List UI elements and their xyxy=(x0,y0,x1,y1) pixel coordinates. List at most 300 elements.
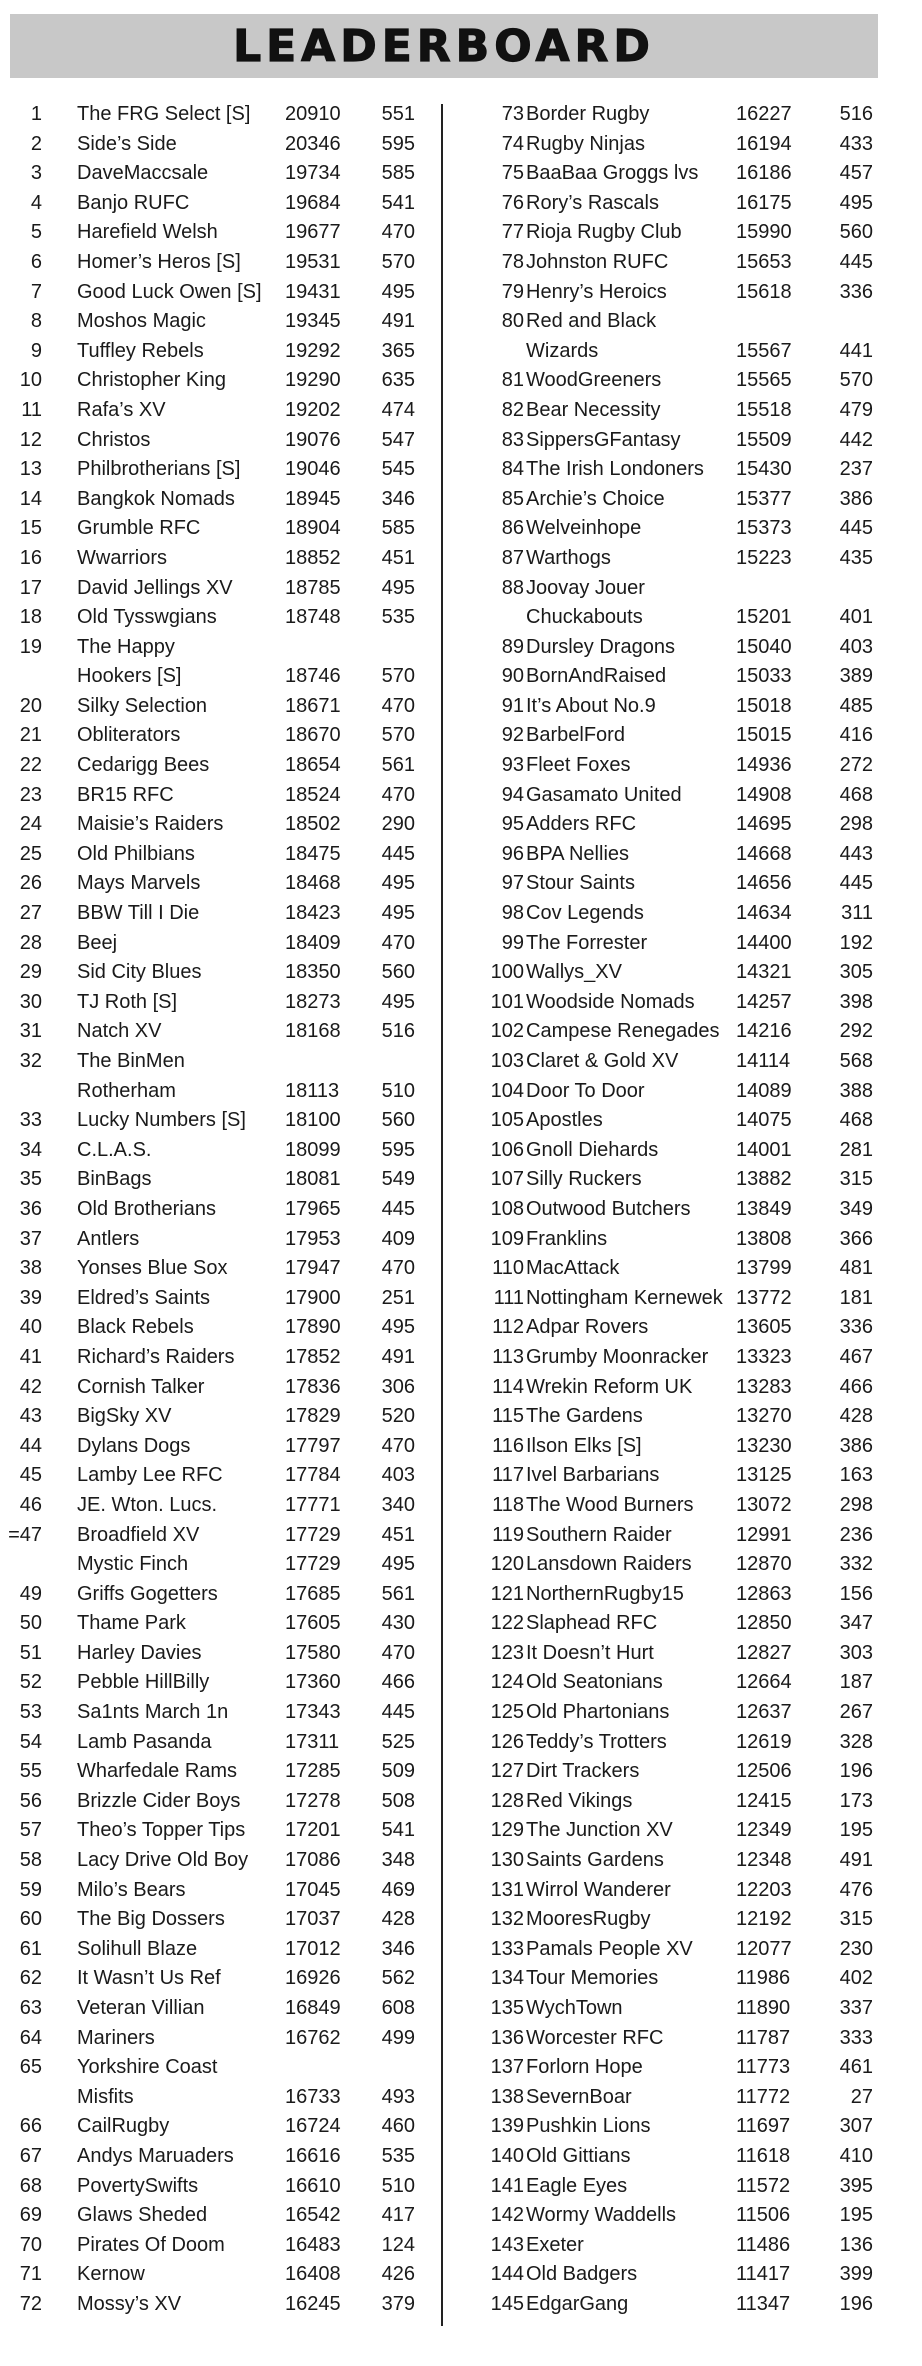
entry-team-name: BPA Nellies xyxy=(526,842,630,865)
entry-week-score: 451 xyxy=(381,1523,415,1546)
entry-team-name: Black Rebels xyxy=(77,1316,194,1339)
entry-week-score: 457 xyxy=(839,162,873,185)
entry-week-score: 460 xyxy=(381,2115,415,2138)
entry-week-score: 495 xyxy=(381,1553,415,1576)
leaderboard-row xyxy=(0,396,440,426)
entry-team-name: DaveMaccsale xyxy=(77,162,209,185)
entry-rank: 141 xyxy=(490,2174,524,2197)
entry-rank: 41 xyxy=(19,1345,42,1368)
entry-week-score: 479 xyxy=(839,398,873,421)
entry-rank: 20 xyxy=(19,694,42,717)
entry-team-name: Wormy Waddells xyxy=(526,2204,677,2227)
leaderboard-row xyxy=(446,1757,886,1787)
entry-total-score: 13283 xyxy=(736,1375,792,1398)
entry-rank: 22 xyxy=(19,754,42,777)
entry-rank: 95 xyxy=(501,813,524,836)
entry-total-score: 14257 xyxy=(736,990,792,1013)
leaderboard-row xyxy=(446,337,886,367)
entry-rank: 5 xyxy=(30,221,42,244)
entry-week-score: 236 xyxy=(839,1523,873,1546)
entry-total-score: 17311 xyxy=(285,1730,340,1753)
entry-total-score: 16542 xyxy=(285,2204,341,2227)
entry-rank: 9 xyxy=(30,339,42,362)
entry-week-score: 346 xyxy=(381,487,415,510)
entry-rank: 143 xyxy=(490,2233,524,2256)
entry-rank: 138 xyxy=(490,2085,524,2108)
leaderboard-title: LEADERBOARD xyxy=(233,20,655,72)
leaderboard-row xyxy=(446,2231,886,2261)
entry-total-score: 18748 xyxy=(285,606,341,629)
entry-rank: 42 xyxy=(19,1375,42,1398)
entry-week-score: 461 xyxy=(839,2056,873,2079)
entry-rank: 134 xyxy=(490,1967,524,1990)
entry-total-score: 18654 xyxy=(285,754,341,777)
entry-team-name: Teddy’s Trotters xyxy=(526,1730,667,1753)
entry-week-score: 585 xyxy=(381,517,415,540)
entry-week-score: 315 xyxy=(839,1168,873,1191)
entry-total-score: 15990 xyxy=(736,221,792,244)
entry-week-score: 443 xyxy=(839,842,873,865)
entry-total-score: 16483 xyxy=(285,2233,341,2256)
leaderboard-row xyxy=(0,1609,440,1639)
leaderboard-row xyxy=(0,721,440,751)
entry-total-score: 19345 xyxy=(285,310,341,333)
entry-week-score: 608 xyxy=(381,1997,415,2019)
entry-rank: 85 xyxy=(501,487,524,510)
entry-rank: 1 xyxy=(30,103,42,125)
entry-team-name: Cornish Talker xyxy=(77,1375,205,1398)
entry-team-name: Warthogs xyxy=(526,546,611,569)
entry-total-score: 17343 xyxy=(285,1701,341,1724)
entry-team-name: Pirates Of Doom xyxy=(77,2233,225,2256)
entry-week-score: 435 xyxy=(839,546,873,569)
entry-week-score: 347 xyxy=(839,1612,873,1635)
leaderboard-row xyxy=(446,396,886,426)
entry-rank: 124 xyxy=(490,1671,524,1694)
entry-total-score: 18524 xyxy=(285,783,341,806)
entry-week-score: 163 xyxy=(839,1464,873,1487)
entry-total-score: 14400 xyxy=(736,931,792,954)
entry-total-score: 17784 xyxy=(285,1464,341,1487)
entry-week-score: 516 xyxy=(839,103,873,125)
entry-team-name: WoodGreeners xyxy=(526,369,662,392)
entry-team-name: Sa1nts March 1n xyxy=(77,1701,229,1724)
entry-rank: 103 xyxy=(490,1050,524,1072)
entry-week-score: 409 xyxy=(381,1227,415,1250)
entry-week-score: 470 xyxy=(381,783,415,806)
entry-week-score: 386 xyxy=(839,487,873,510)
entry-rank: 28 xyxy=(19,931,42,954)
leaderboard-row xyxy=(0,2260,440,2290)
leaderboard-row xyxy=(0,899,440,929)
entry-total-score: 19684 xyxy=(285,191,341,214)
entry-week-score: 509 xyxy=(381,1760,415,1783)
leaderboard-row xyxy=(446,1077,886,1107)
entry-total-score: 19677 xyxy=(285,221,341,244)
entry-rank: 72 xyxy=(19,2292,42,2315)
entry-total-score: 15430 xyxy=(736,458,792,481)
entry-rank: 10 xyxy=(19,369,42,392)
entry-total-score: 15509 xyxy=(736,428,792,451)
entry-team-name: Dursley Dragons xyxy=(526,635,675,658)
entry-team-name: The BinMen xyxy=(77,1050,185,1072)
entry-rank: 68 xyxy=(19,2174,42,2197)
entry-team-name: Rory’s Rascals xyxy=(526,191,659,214)
entry-week-score: 445 xyxy=(839,250,873,273)
leaderboard-row xyxy=(446,1047,886,1077)
leaderboard-row xyxy=(446,1698,886,1728)
entry-week-score: 306 xyxy=(381,1375,415,1398)
entry-total-score: 19292 xyxy=(285,339,341,362)
entry-team-name: Gasamato United xyxy=(526,783,682,806)
entry-rank: 92 xyxy=(501,724,524,747)
entry-rank: 93 xyxy=(501,754,524,777)
entry-team-name: Slaphead RFC xyxy=(526,1612,658,1635)
entry-team-name: Old Badgers xyxy=(526,2263,638,2286)
entry-total-score: 12637 xyxy=(736,1701,792,1724)
entry-team-name: The Irish Londoners xyxy=(526,458,704,481)
entry-team-name: SippersGFantasy xyxy=(526,428,681,451)
entry-week-score: 386 xyxy=(839,1434,873,1457)
entry-total-score: 12664 xyxy=(736,1671,792,1694)
entry-team-name: David Jellings XV xyxy=(77,576,233,599)
entry-team-name: Richard’s Raiders xyxy=(77,1345,235,1368)
entry-total-score: 12863 xyxy=(736,1582,792,1605)
entry-week-score: 468 xyxy=(839,1109,873,1132)
entry-week-score: 469 xyxy=(381,1878,415,1901)
entry-rank: 100 xyxy=(490,961,524,984)
leaderboard-row xyxy=(0,1461,440,1491)
entry-team-name: Exeter xyxy=(526,2233,584,2256)
leaderboard-row xyxy=(446,2172,886,2202)
entry-total-score: 17829 xyxy=(285,1405,341,1428)
entry-rank: 15 xyxy=(19,517,42,540)
entry-rank: 31 xyxy=(19,1020,42,1043)
leaderboard-row xyxy=(446,130,886,160)
leaderboard-row xyxy=(446,307,886,337)
leaderboard-row xyxy=(0,1816,440,1846)
leaderboard-row xyxy=(446,1639,886,1669)
entry-rank: 21 xyxy=(19,724,42,747)
entry-week-score: 290 xyxy=(381,813,415,836)
entry-rank: 94 xyxy=(501,783,524,806)
entry-week-score: 525 xyxy=(381,1730,415,1753)
entry-team-name: Rotherham xyxy=(77,1079,176,1102)
leaderboard-row xyxy=(0,337,440,367)
entry-team-name: Border Rugby xyxy=(526,103,650,125)
leaderboard-row xyxy=(446,278,886,308)
entry-total-score: 15565 xyxy=(736,369,792,392)
leaderboard-row xyxy=(0,218,440,248)
entry-team-name: BigSky XV xyxy=(77,1405,172,1428)
entry-rank: 133 xyxy=(490,1937,524,1960)
entry-rank: 88 xyxy=(501,576,524,599)
entry-rank: 64 xyxy=(19,2026,42,2049)
entry-team-name: Banjo RUFC xyxy=(77,191,190,214)
entry-total-score: 14216 xyxy=(736,1020,792,1043)
entry-week-score: 491 xyxy=(381,1345,415,1368)
entry-rank: 82 xyxy=(501,398,524,421)
entry-team-name: Hookers [S] xyxy=(77,665,182,688)
entry-team-name: Campese Renegades xyxy=(526,1020,720,1043)
entry-week-score: 187 xyxy=(839,1671,873,1694)
entry-rank: 78 xyxy=(501,250,524,273)
entry-total-score: 17729 xyxy=(285,1523,341,1546)
entry-week-score: 495 xyxy=(381,990,415,1013)
entry-team-name: Adpar Rovers xyxy=(526,1316,649,1339)
leaderboard-row xyxy=(446,485,886,515)
entry-team-name: It Wasn’t Us Ref xyxy=(77,1967,221,1990)
entry-rank: 101 xyxy=(490,990,524,1013)
entry-rank: 6 xyxy=(30,250,42,273)
entry-week-score: 398 xyxy=(839,990,873,1013)
entry-rank: 125 xyxy=(490,1701,524,1724)
entry-week-score: 230 xyxy=(839,1937,873,1960)
entry-total-score: 17836 xyxy=(285,1375,341,1398)
entry-week-score: 195 xyxy=(839,2204,873,2227)
entry-week-score: 336 xyxy=(839,280,873,303)
leaderboard-row xyxy=(0,1787,440,1817)
entry-rank: 111 xyxy=(493,1286,524,1309)
entry-team-name: Wharfedale Rams xyxy=(77,1760,238,1783)
leaderboard-row xyxy=(0,2024,440,2054)
leaderboard-row xyxy=(0,248,440,278)
entry-week-score: 547 xyxy=(381,428,415,451)
entry-week-score: 570 xyxy=(381,250,415,273)
entry-week-score: 251 xyxy=(381,1286,415,1309)
entry-team-name: Lacy Drive Old Boy xyxy=(77,1849,249,1872)
entry-week-score: 124 xyxy=(381,2233,415,2256)
entry-week-score: 401 xyxy=(839,606,873,629)
entry-total-score: 17685 xyxy=(285,1582,341,1605)
leaderboard-row xyxy=(0,810,440,840)
leaderboard-row xyxy=(0,1728,440,1758)
entry-rank: 139 xyxy=(490,2115,524,2138)
leaderboard-row xyxy=(0,1491,440,1521)
entry-team-name: Lamby Lee RFC xyxy=(77,1464,223,1487)
entry-total-score: 12850 xyxy=(736,1612,792,1635)
entry-team-name: The Gardens xyxy=(526,1405,643,1428)
entry-rank: 140 xyxy=(490,2144,524,2167)
leaderboard-row xyxy=(0,1550,440,1580)
entry-week-score: 470 xyxy=(381,694,415,717)
leaderboard-row xyxy=(446,1461,886,1491)
entry-team-name: Homer’s Heros [S] xyxy=(77,250,241,273)
leaderboard-row xyxy=(0,1284,440,1314)
leaderboard-row xyxy=(446,1964,886,1994)
entry-rank: 109 xyxy=(490,1227,524,1250)
leaderboard-row xyxy=(0,2172,440,2202)
entry-rank: 32 xyxy=(19,1050,42,1072)
entry-week-score: 388 xyxy=(839,1079,873,1102)
entry-week-score: 516 xyxy=(381,1020,415,1043)
leaderboard-row xyxy=(0,633,440,663)
leaderboard-row xyxy=(446,544,886,574)
entry-total-score: 12348 xyxy=(736,1849,792,1872)
entry-team-name: Fleet Foxes xyxy=(526,754,631,777)
entry-total-score: 12506 xyxy=(736,1760,792,1783)
entry-rank: 2 xyxy=(30,132,42,155)
entry-rank: 16 xyxy=(19,546,42,569)
entry-team-name: Mariners xyxy=(77,2026,155,2049)
entry-week-score: 328 xyxy=(839,1730,873,1753)
leaderboard-row xyxy=(0,307,440,337)
entry-total-score: 16186 xyxy=(736,162,792,185)
entry-team-name: Glaws Sheded xyxy=(77,2204,208,2227)
leaderboard-row xyxy=(446,1521,886,1551)
entry-rank: 115 xyxy=(492,1405,524,1428)
entry-rank: 89 xyxy=(501,635,524,658)
leaderboard-row xyxy=(0,455,440,485)
entry-week-score: 426 xyxy=(381,2263,415,2286)
entry-rank: 52 xyxy=(19,1671,42,1694)
entry-team-name: Ivel Barbarians xyxy=(526,1464,660,1487)
entry-week-score: 337 xyxy=(839,1997,873,2019)
leaderboard-row xyxy=(0,988,440,1018)
entry-week-score: 298 xyxy=(839,813,873,836)
entry-rank: 35 xyxy=(19,1168,42,1191)
entry-week-score: 332 xyxy=(839,1553,873,1576)
leaderboard-row xyxy=(0,485,440,515)
entry-week-score: 560 xyxy=(839,221,873,244)
entry-team-name: Welveinhope xyxy=(526,517,642,540)
leaderboard-row xyxy=(446,840,886,870)
entry-total-score: 11417 xyxy=(736,2263,791,2286)
entry-week-score: 493 xyxy=(381,2085,415,2108)
entry-total-score: 17729 xyxy=(285,1553,341,1576)
entry-rank: 44 xyxy=(19,1434,42,1457)
entry-team-name: Theo’s Topper Tips xyxy=(77,1819,246,1842)
leaderboard-row xyxy=(0,278,440,308)
leaderboard-row xyxy=(0,1964,440,1994)
entry-rank: 29 xyxy=(19,961,42,984)
entry-total-score: 17360 xyxy=(285,1671,341,1694)
entry-rank: 75 xyxy=(501,162,524,185)
entry-team-name: Bear Necessity xyxy=(526,398,661,421)
entry-team-name: Cedarigg Bees xyxy=(77,754,210,777)
entry-total-score: 11486 xyxy=(736,2233,791,2256)
leaderboard-row xyxy=(446,1994,886,2024)
entry-team-name: Dylans Dogs xyxy=(77,1434,191,1457)
entry-total-score: 16849 xyxy=(285,1997,341,2019)
entry-team-name: Old Philbians xyxy=(77,842,195,865)
entry-total-score: 15040 xyxy=(736,635,792,658)
entry-week-score: 510 xyxy=(381,2174,415,2197)
leaderboard-row xyxy=(0,1935,440,1965)
entry-week-score: 402 xyxy=(839,1967,873,1990)
entry-rank: 110 xyxy=(492,1257,524,1280)
entry-week-score: 570 xyxy=(381,724,415,747)
entry-total-score: 13270 xyxy=(736,1405,792,1428)
leaderboard-row xyxy=(0,692,440,722)
entry-rank: 36 xyxy=(19,1197,42,1220)
leaderboard-row xyxy=(0,1077,440,1107)
leaderboard-row xyxy=(0,544,440,574)
entry-rank: 99 xyxy=(501,931,524,954)
leaderboard-row xyxy=(446,1550,886,1580)
entry-week-score: 366 xyxy=(839,1227,873,1250)
entry-total-score: 12991 xyxy=(736,1523,792,1546)
entry-team-name: Silky Selection xyxy=(77,694,208,717)
entry-week-score: 433 xyxy=(839,132,873,155)
entry-team-name: Andys Maruaders xyxy=(77,2144,234,2167)
leaderboard-row xyxy=(0,1432,440,1462)
leaderboard-row xyxy=(0,1521,440,1551)
entry-rank: 4 xyxy=(30,191,42,214)
entry-rank: 128 xyxy=(490,1789,524,1812)
entry-team-name: Mossy’s XV xyxy=(77,2292,182,2315)
entry-rank: 77 xyxy=(501,221,524,244)
entry-team-name: Archie’s Choice xyxy=(526,487,665,510)
entry-rank: 12 xyxy=(19,428,42,451)
entry-total-score: 17012 xyxy=(285,1937,341,1960)
entry-team-name: Mays Marvels xyxy=(77,872,201,895)
entry-rank: 97 xyxy=(501,872,524,895)
entry-rank: 23 xyxy=(19,783,42,806)
entry-total-score: 11697 xyxy=(736,2115,791,2138)
leaderboard-row xyxy=(0,159,440,189)
entry-team-name: Tour Memories xyxy=(526,1967,659,1990)
entry-week-score: 595 xyxy=(381,132,415,155)
entry-rank: 84 xyxy=(501,458,524,481)
entry-rank: 145 xyxy=(490,2292,524,2315)
entry-total-score: 17201 xyxy=(285,1819,341,1842)
entry-team-name: C.L.A.S. xyxy=(77,1138,152,1161)
entry-team-name: Maisie’s Raiders xyxy=(77,813,224,836)
leaderboard-row xyxy=(0,1905,440,1935)
entry-team-name: Rioja Rugby Club xyxy=(526,221,682,244)
entry-rank: 129 xyxy=(490,1819,524,1842)
entry-team-name: Grumble RFC xyxy=(77,517,201,540)
leaderboard-row xyxy=(0,1343,440,1373)
entry-rank: 74 xyxy=(501,132,524,155)
entry-total-score: 17900 xyxy=(285,1286,341,1309)
entry-team-name: MooresRugby xyxy=(526,1908,651,1931)
entry-rank: 120 xyxy=(490,1553,524,1576)
entry-total-score: 17947 xyxy=(285,1257,341,1280)
entry-week-score: 560 xyxy=(381,1109,415,1132)
entry-team-name: Yorkshire Coast xyxy=(77,2056,218,2079)
entry-rank: 34 xyxy=(19,1138,42,1161)
entry-total-score: 14656 xyxy=(736,872,792,895)
leaderboard-row xyxy=(446,929,886,959)
leaderboard-column-left xyxy=(0,100,440,2320)
entry-rank: 107 xyxy=(490,1168,524,1191)
leaderboard-row xyxy=(446,2142,886,2172)
entry-total-score: 17086 xyxy=(285,1849,341,1872)
entry-rank: 62 xyxy=(19,1967,42,1990)
entry-rank: 63 xyxy=(19,1997,42,2019)
entry-total-score: 13125 xyxy=(736,1464,792,1487)
entry-total-score: 18502 xyxy=(285,813,341,836)
entry-total-score: 18904 xyxy=(285,517,341,540)
entry-total-score: 13230 xyxy=(736,1434,792,1457)
entry-team-name: NorthernRugby15 xyxy=(526,1582,684,1605)
entry-rank: 117 xyxy=(492,1464,524,1487)
entry-team-name: Nottingham Kernewek xyxy=(526,1286,723,1309)
entry-team-name: Adders RFC xyxy=(526,813,637,836)
entry-week-score: 635 xyxy=(381,369,415,392)
entry-team-name: BaaBaa Groggs lvs xyxy=(526,162,699,185)
entry-rank: 135 xyxy=(490,1997,524,2019)
entry-team-name: Old Brotherians xyxy=(77,1197,216,1220)
entry-team-name: Red and Black xyxy=(526,310,657,333)
entry-team-name: Lamb Pasanda xyxy=(77,1730,212,1753)
entry-team-name: Antlers xyxy=(77,1227,140,1250)
entry-rank: 116 xyxy=(492,1434,524,1457)
entry-total-score: 11506 xyxy=(736,2204,791,2227)
entry-rank: 76 xyxy=(501,191,524,214)
